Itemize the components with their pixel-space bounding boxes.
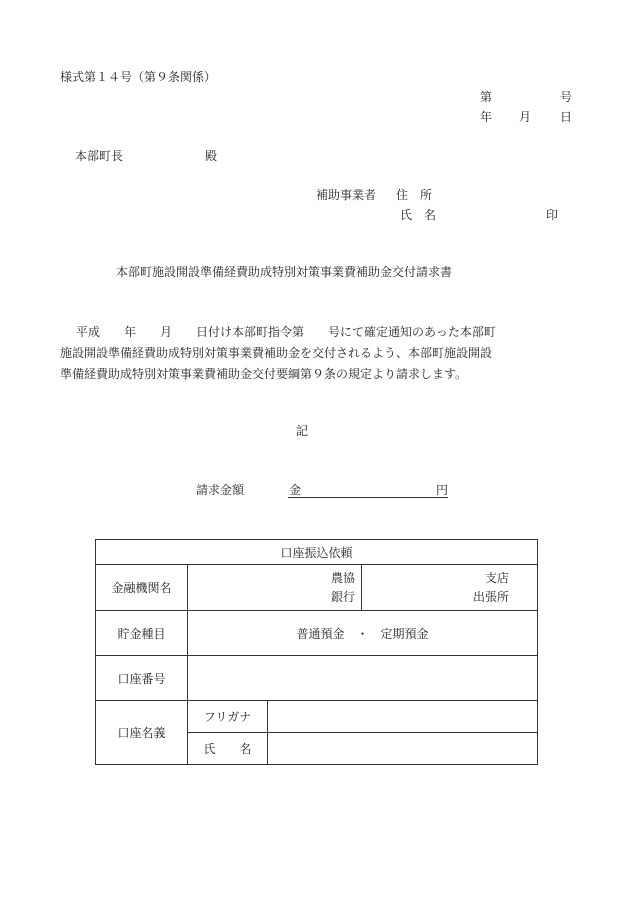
claim-label: 請求金額 [196, 483, 245, 497]
table-header: 口座振込依頼 [96, 540, 538, 565]
number-prefix: 第 [480, 90, 493, 104]
body-paragraph [60, 322, 570, 385]
branch-type-branch: 支店 [485, 571, 510, 585]
name-label: 氏 名 [400, 208, 437, 222]
account-table [95, 539, 538, 765]
holder-name-field[interactable] [268, 733, 538, 765]
number-suffix: 号 [560, 90, 573, 104]
account-name-label: 口座名義 [96, 701, 188, 765]
ki-heading: 記 [296, 424, 309, 438]
bank-label: 金融機関名 [96, 565, 188, 611]
body-line: 準備経費助成特別対策事業費補助金交付要綱第９条の規定より請求します。 [60, 367, 468, 381]
body-line: 施設開設準備経費助成特別対策事業費補助金を交付されるよう、本部町施設開設 [60, 346, 493, 360]
bank-cell[interactable] [188, 565, 538, 611]
holder-name-label: 氏 名 [188, 733, 268, 765]
deposit-options[interactable]: 普通預金 ・ 定期預金 [188, 611, 538, 656]
addressee-name: 本部町長 [75, 149, 124, 163]
claim-underline [288, 497, 448, 498]
date-day: 日 [560, 110, 573, 124]
address-label: 住 所 [396, 188, 433, 202]
account-number-field[interactable] [188, 656, 538, 701]
document-title: 本部町施設開設準備経費助成特別対策事業費補助金交付請求書 [116, 265, 453, 279]
account-number-label: 口座番号 [96, 656, 188, 701]
date-month: 月 [519, 110, 532, 124]
applicant-label: 補助事業者 [316, 188, 377, 202]
seal-mark: 印 [546, 208, 559, 222]
body-line: 平成 年 月 日付け本部町指令第 号にて確定通知のあった本部町 [76, 325, 496, 339]
form-number: 様式第１４号（第９条関係） [60, 70, 217, 84]
addressee-honorific: 殿 [205, 149, 218, 163]
furigana-field[interactable] [268, 701, 538, 733]
claim-suffix: 円 [436, 483, 449, 497]
furigana-label: フリガナ [188, 701, 268, 733]
bank-type-kyo: 農協 [331, 571, 356, 585]
date-year: 年 [480, 110, 493, 124]
bank-type-bank: 銀行 [331, 590, 356, 604]
branch-type-office: 出張所 [473, 590, 510, 604]
claim-prefix: 金 [289, 483, 302, 497]
deposit-label: 貯金種目 [96, 611, 188, 656]
